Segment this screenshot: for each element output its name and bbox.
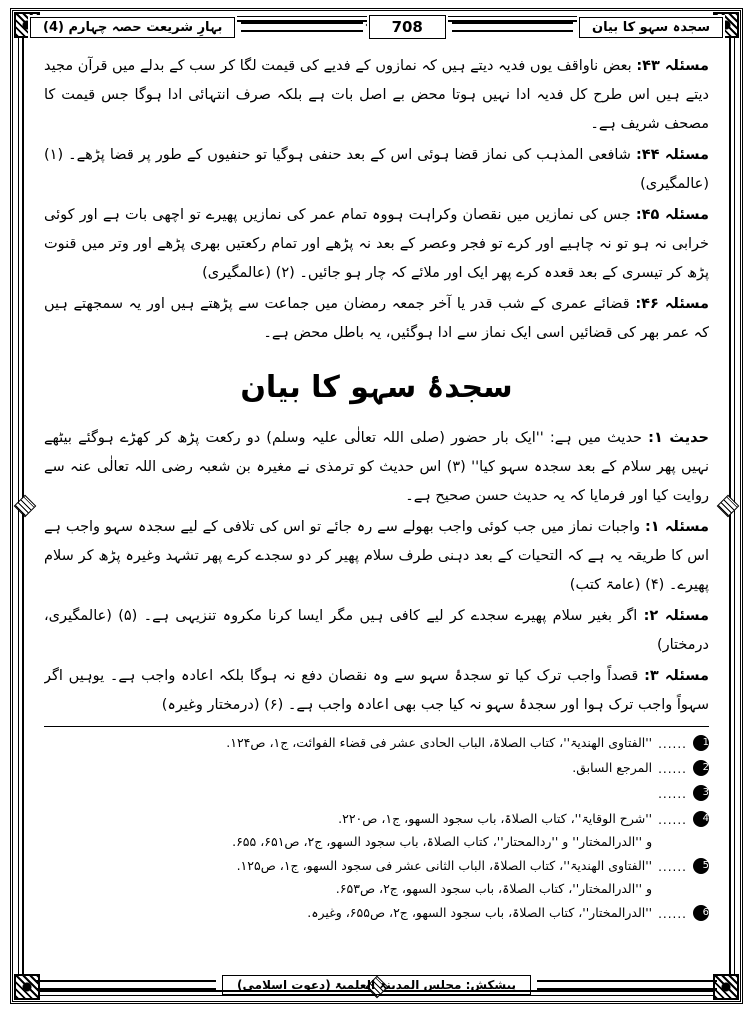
footnote-number: 1 <box>693 735 709 751</box>
footnote-number: 6 <box>693 905 709 921</box>
paragraph <box>44 201 709 288</box>
footer-rule-right <box>36 980 216 990</box>
paragraph-text: حدیث میں ہے: ''ایک بار حضور (صلی اللہ تعالٰی علیہ وسلم) دو رکعت پڑھ کر کھڑے ہوگئے بیٹھے نہیں پھر سلام کے بعد سجدہ سہو کیا'' (۳) اس حدیث کو ترمذی نے مغیرہ بن شعبہ رضی اللہ تعالٰی عنہ سے روایت کیا اور فرمایا کہ یہ حدیث حسن صحیح ہے۔ <box>44 430 709 504</box>
footnote-item <box>44 781 709 805</box>
paragraph-label: حدیث ۱: <box>648 430 709 446</box>
footnote-number: 5 <box>693 858 709 874</box>
paragraph <box>44 662 709 720</box>
paragraph <box>44 602 709 660</box>
page-content <box>44 52 709 960</box>
footnote-item <box>44 807 709 853</box>
page-footer <box>30 970 723 1000</box>
paragraph-label: مسئلہ ۴۶: <box>635 296 709 312</box>
paragraph-text: جس کی نمازیں میں نقصان وکراہت ہووہ تمام عمر کی نمازیں پھیرے تو اچھی بات ہے اور کوئی خرابی نہ ہو تو نہ چاہیے اور کرے تو فجر وعصر کے بعد نہ پڑھے اور تمام رکعتیں بھری پڑھے اور وتر میں قنوت پڑھ کر تیسری کے بعد قعدہ کرے پھر ایک اور ملائے کہ چار ہو جائیں۔ (۲) (عالمگیری) <box>44 207 709 281</box>
paragraph-label: مسئلہ ۲: <box>643 608 709 624</box>
footnote-number: 3 <box>693 785 709 801</box>
paragraph <box>44 290 709 348</box>
footnote-text: ''الدرالمختار''، کتاب الصلاۃ، باب سجود السھو، ج۲، ص۶۵۵، وغیرہ. <box>307 905 653 921</box>
footnote-text: ''الفتاوی الھندیۃ''، کتاب الصلاۃ، الباب الحادی عشر فی قضاء الفوائت، ج۱، ص۱۲۴. <box>226 735 653 750</box>
footer-rule-left <box>537 980 717 990</box>
paragraph-text: قضائے عمری کے شب قدر یا آخر جمعہ رمضان میں جماعت سے پڑھتے ہیں اور یہ سمجھتے ہیں کہ عمر بھر کی قضائیں اسی ایک نماز سے ادا ہوگئیں، یہ باطل محض ہے۔ <box>44 296 709 341</box>
footnote-leader: ...... <box>658 787 687 802</box>
paragraph <box>44 52 709 139</box>
footnote-leader: ...... <box>658 907 687 922</box>
paragraph <box>44 424 709 511</box>
footnote-list <box>44 731 709 925</box>
footnote-line: ''شرح الوقایۃ''، کتاب الصلاۃ، باب سجود السھو، ج۱، ص۲۲۰. <box>338 810 653 826</box>
footnote-leader: ...... <box>658 737 687 751</box>
footnote-text: المرجع السابق. <box>572 760 653 776</box>
footnote-line: و ''الدرالمختار'' و ''ردالمحتار''، کتاب الصلاۃ، باب سجود السھو، ج۲، ص۶۵۱، ۶۵۵. <box>232 833 653 849</box>
footnote-item <box>44 901 709 925</box>
header-rule-right <box>241 22 362 32</box>
page-number: 708 <box>369 15 446 39</box>
footnote-leader: ...... <box>658 859 687 874</box>
paragraph-text: واجبات نماز میں جب کوئی واجب بھولے سے رہ جائے تو اس کی تلافی کے لیے سجدہ سہو واجب ہے اس کا طریقہ یہ ہے کہ التحیات کے بعد دہنی طرف سلام پھیر کر دو سجدے کرے پھر تشہد وغیرہ پڑھ کر سلام پھیرے۔ (۴) (عامۃ کتب) <box>44 519 709 593</box>
footer-publisher: پیشکش: مجلس المدینۃ العلمیۃ (دعوتِ اسلامی) <box>222 975 531 995</box>
paragraph-label: مسئلہ ۴۳: <box>636 58 709 74</box>
header-chapter-title: سجدہ سہو کا بیان <box>579 17 723 38</box>
paragraph-text: بعض ناواقف یوں فدیہ دیتے ہیں کہ نمازوں کے فدیے کی قیمت لگا کر سب کے بدلے میں قرآن مجید دیتے ہیں اس طرح کل فدیہ ادا نہیں ہوتا محض بے اصل بات ہے بلکہ صرف انتہائی ادا ہوگا جس قیمت کا مصحف شریف ہے۔ <box>44 58 709 132</box>
page-header <box>30 10 723 44</box>
paragraph <box>44 141 709 199</box>
footnote-line: و ''الدرالمختار''، کتاب الصلاۃ، باب سجود السھو، ج۲، ص۶۵۳. <box>335 880 653 896</box>
footnote-text <box>44 854 652 900</box>
paragraph-label: مسئلہ ۱: <box>644 519 709 535</box>
paragraph-label: مسئلہ ۴۴: <box>635 147 709 163</box>
footnote-number: 2 <box>693 760 709 776</box>
footnote-separator <box>44 726 709 727</box>
footnote-number: 4 <box>693 811 709 827</box>
footnote-item <box>44 756 709 780</box>
header-rule-left <box>452 22 573 32</box>
paragraph <box>44 513 709 600</box>
footnote-item <box>44 731 709 755</box>
paragraph-text: اگر بغیر سلام پھیرے سجدے کر لیے کافی ہیں مگر ایسا کرنا مکروہ تنزیہی ہے۔ (۵) (عالمگیری، درمختار) <box>44 608 709 653</box>
paragraph-text: قصداً واجب ترک کیا تو سجدۂ سہو سے وہ نقصان دفع نہ ہوگا بلکہ اعادہ واجب ہے۔ یوہیں اگر سہواً واجب ترک ہوا اور سجدۂ سہو نہ کیا جب بھی اعادہ واجب ہے۔ (۶) (درمختار وغیرہ) <box>44 668 709 713</box>
footnote-text <box>44 807 652 853</box>
section-title: سجدۂ سہو کا بیان <box>240 370 513 405</box>
paragraph-text: شافعی المذہب کی نماز قضا ہوئی اس کے بعد حنفی ہوگیا تو حنفیوں کے طور پر قضا پڑھے۔ (۱) (عالمگیری) <box>44 147 709 192</box>
paragraph-label: مسئلہ ۴۵: <box>635 207 709 223</box>
footnote-item <box>44 854 709 900</box>
footnote-line: ''الفتاوی الھندیۃ''، کتاب الصلاۃ، الباب الثانی عشر فی سجود السھو، ج۱، ص۱۲۵. <box>236 857 653 873</box>
footnote-leader: ...... <box>658 812 687 827</box>
footnote-leader: ...... <box>658 762 687 777</box>
header-book-title: بہارِ شریعت حصہ چہارم (4) <box>30 17 235 38</box>
paragraph-label: مسئلہ ۳: <box>644 668 709 684</box>
